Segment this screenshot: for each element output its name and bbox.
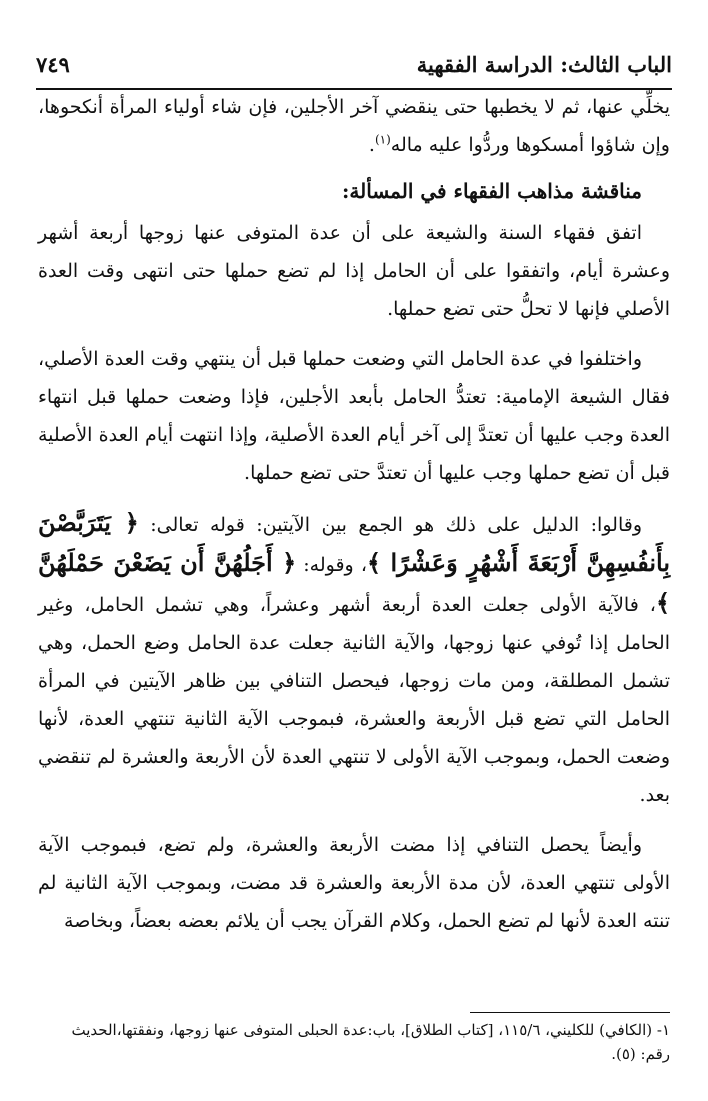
footnote-divider bbox=[470, 1012, 670, 1013]
paragraph-1 bbox=[38, 88, 670, 164]
paragraph-4-mid: ، وقوله: bbox=[296, 554, 367, 576]
paragraph-5: وأيضاً يحصل التنافي إذا مضت الأربعة والعشرة، ولم تضع، فبموجب الآية الأولى تنتهي العدة، لأن مدة الأربعة والعشرة قد مضت، وبموجب الآية الثانية لم تنته العدة لأنها لم تضع الحمل، وكلام القرآن يجب أن يلائم بعضه بعضاً، وبخاصة bbox=[38, 834, 670, 932]
page-number: ٧٤٩ bbox=[36, 51, 70, 77]
main-text bbox=[38, 88, 670, 940]
quran-verse-2: ﴿ أَجَلُهُنَّ أَن يَضَعْنَ حَمْلَهُنَّ ﴾ bbox=[38, 548, 670, 617]
footnote-reference: (١) bbox=[374, 132, 391, 147]
paragraph-gap bbox=[38, 328, 670, 340]
paragraph-1-text: يخلِّي عنها، ثم لا يخطبها حتى ينقضي آخر الأجلين، فإن شاء أولياء المرأة أنكحوها، وإن شاؤوا أمسكوها وردُّوا عليه ماله bbox=[38, 96, 670, 156]
paragraph-4-intro: وقالوا: الدليل على ذلك هو الجمع بين الآيتين: قوله تعالى: bbox=[138, 514, 642, 536]
footnote: ١- (الكافي) للكليني، ١١٥/٦، [كتاب الطلاق]، باب:عدة الحبلى المتوفى عنها زوجها، ونفقتها،الحديث رقم: (٥). bbox=[71, 1021, 670, 1063]
page-header bbox=[36, 40, 672, 90]
paragraph-4 bbox=[38, 504, 670, 814]
paragraph-2: اتفق فقهاء السنة والشيعة على أن عدة المتوفى عنها زوجها أربعة أشهر وعشرة أيام، واتفقوا على أن الحامل إذا لم تضع حملها حتى انتهى وقت العدة الأصلي فإنها لا تحلُّ حتى تضع حملها. bbox=[38, 222, 670, 320]
chapter-title: الباب الثالث: الدراسة الفقهية bbox=[416, 51, 672, 77]
paragraph-gap bbox=[38, 814, 670, 826]
paragraph-4-rest: ، فالآية الأولى جعلت العدة أربعة أشهر وعشراً، وهي تشمل الحامل، وغير الحامل إذا تُوفي عنها زوجها، والآية الثانية جعلت عدة الحامل وضع الحمل، وهي تشمل المطلقة، ومن مات زوجها، فيحصل التنافي بين ظاهر الآيتين في المرأة الحامل التي تضع قبل الأربعة والعشرة، فبموجب الآية الثانية تنتهي العدة، لأنها وضعت الحمل، وبموجب الآية الأولى لا تنتهي العدة لأن الأربعة والعشرة لم تنقضي بعد. bbox=[38, 594, 670, 806]
quran-verse-1: ﴿ يَتَرَبَّصْنَ بِأَنفُسِهِنَّ أَرْبَعَةَ أَشْهُرٍ وَعَشْرًا ﴾ bbox=[38, 508, 670, 577]
paragraph-gap bbox=[38, 492, 670, 504]
paragraph-1-end: . bbox=[368, 134, 375, 156]
paragraph-3: واختلفوا في عدة الحامل التي وضعت حملها قبل أن ينتهي وقت العدة الأصلي، فقال الشيعة الإمامية: تعتدُّ الحامل بأبعد الأجلين، فإذا وضعت حملها قبل انتهاء العدة وجب عليها أن تعتدَّ إلى آخر أيام العدة الأصلية، وإذا انتهت أيام العدة الأصلية قبل أن تضع حملها وجب عليها أن تعتدَّ حتى تضع حملها. bbox=[38, 348, 670, 484]
section-heading: مناقشة مذاهب الفقهاء في المسألة: bbox=[342, 179, 642, 203]
